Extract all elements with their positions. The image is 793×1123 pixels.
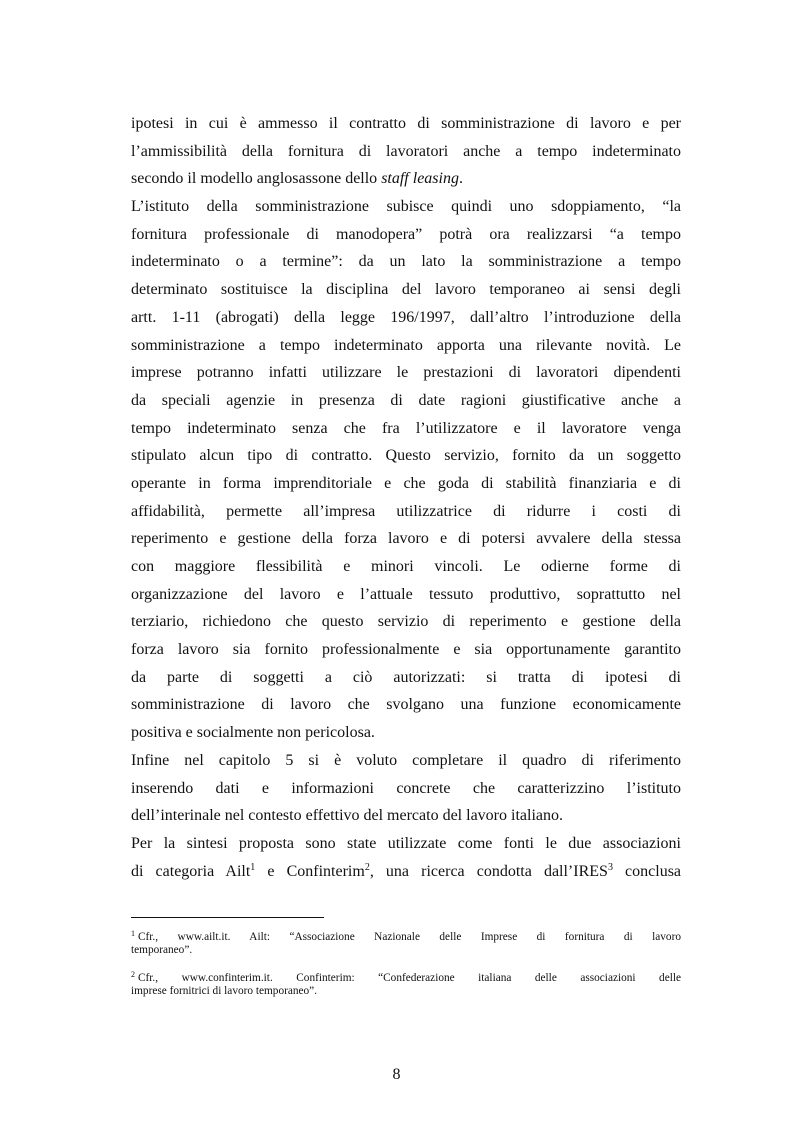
body-line: reperimento e gestione della forza lavoro e di potersi avvalere della stessa — [131, 530, 681, 548]
footnote-text: Cfr., www.ailt.it. Ailt: “Associazione Nazionale delle Imprese di fornitura di lavoro — [138, 931, 681, 943]
body-line: con maggiore flessibilità e minori vincoli. Le odierne forme di — [131, 558, 681, 575]
body-line: secondo il modello anglosassone dello staff leasing. — [131, 170, 463, 188]
body-line: terziario, richiedono che questo servizio di reperimento e gestione della — [131, 613, 681, 631]
body-line: fornitura professionale di manodopera” potrà ora realizzarsi “a tempo — [131, 225, 681, 243]
italic-term: staff leasing — [381, 170, 459, 188]
body-line: tempo indeterminato senza che fra l’utilizzatore e il lavoratore venga — [131, 419, 681, 437]
body-line: somministrazione di lavoro che svolgano una funzione economicamente — [131, 696, 681, 714]
footnote-text: temporaneo”. — [131, 944, 193, 956]
footnote-2 — [131, 968, 681, 998]
body-line: somministrazione a tempo indeterminato apporta una rilevante novità. Le — [131, 336, 681, 354]
body-line: forza lavoro sia fornito professionalmente e sia opportunamente garantito — [131, 641, 681, 659]
body-line-with-footnote-refs: di categoria Ailt$^1$ e Confinterim$^2$, una ricerca condotta dall’IRES$^3$ conclusa — [131, 861, 682, 880]
body-line: stipulato alcun tipo di contratto. Questo servizio, fornito da un soggetto — [131, 447, 681, 465]
footnote-ref-2[interactable]: 2 — [364, 861, 370, 873]
body-line: artt. 1-11 (abrogati) della legge 196/1997, dall’altro l’introduzione della — [131, 308, 681, 326]
body-line: dell’interinale nel contesto effettivo del mercato del lavoro italiano. — [131, 807, 563, 825]
footnote-number: 1 — [131, 929, 135, 938]
body-line: determinato sostituisce la disciplina del lavoro temporaneo ai sensi degli — [131, 281, 681, 299]
footnote-ref-1[interactable]: 1 — [250, 861, 256, 873]
body-line: l’ammissibilità della fornitura di lavoratori anche a tempo indeterminato — [131, 142, 681, 160]
body-line: operante in forma imprenditoriale e che goda di stabilità finanziaria e di — [131, 474, 681, 492]
body-line: affidabilità, permette all’impresa utilizzatrice di ridurre i costi di — [131, 502, 681, 520]
footnote-text: Cfr., www.confinterim.it. Confinterim: “Confederazione italiana delle associazioni delle — [138, 972, 681, 984]
footnote-number: 2 — [131, 970, 135, 979]
footnote-1 — [131, 927, 681, 957]
body-line: inserendo dati e informazioni concrete che caratterizzino l’istituto — [131, 779, 681, 797]
body-line: da speciali agenzie in presenza di date ragioni giustificative anche a — [131, 391, 681, 409]
footnotes — [131, 927, 681, 1009]
body-text — [131, 110, 681, 885]
body-line: Per la sintesi proposta sono state utilizzate come fonti le due associazioni — [131, 834, 681, 852]
page-number: 8 — [392, 1066, 401, 1083]
footnote-text: imprese fornitrici di lavoro temporaneo”. — [131, 985, 318, 997]
body-line: indeterminato o a termine”: da un lato la somministrazione a tempo — [131, 253, 681, 271]
body-line: Infine nel capitolo 5 si è voluto completare il quadro di riferimento — [131, 751, 681, 769]
body-line: ipotesi in cui è ammesso il contratto di somministrazione di lavoro e per — [131, 115, 681, 132]
footnote-ref-3[interactable]: 3 — [607, 861, 613, 873]
body-line: da parte di soggetti a ciò autorizzati: si tratta di ipotesi di — [131, 668, 681, 686]
body-line: organizzazione del lavoro e l’attuale tessuto produttivo, soprattutto nel — [131, 585, 681, 603]
body-line: positiva e socialmente non pericolosa. — [131, 724, 375, 742]
body-line: L’istituto della somministrazione subisce quindi uno sdoppiamento, “la — [131, 198, 681, 216]
footnote-divider — [131, 917, 324, 918]
body-line: imprese potranno infatti utilizzare le prestazioni di lavoratori dipendenti — [131, 364, 681, 382]
